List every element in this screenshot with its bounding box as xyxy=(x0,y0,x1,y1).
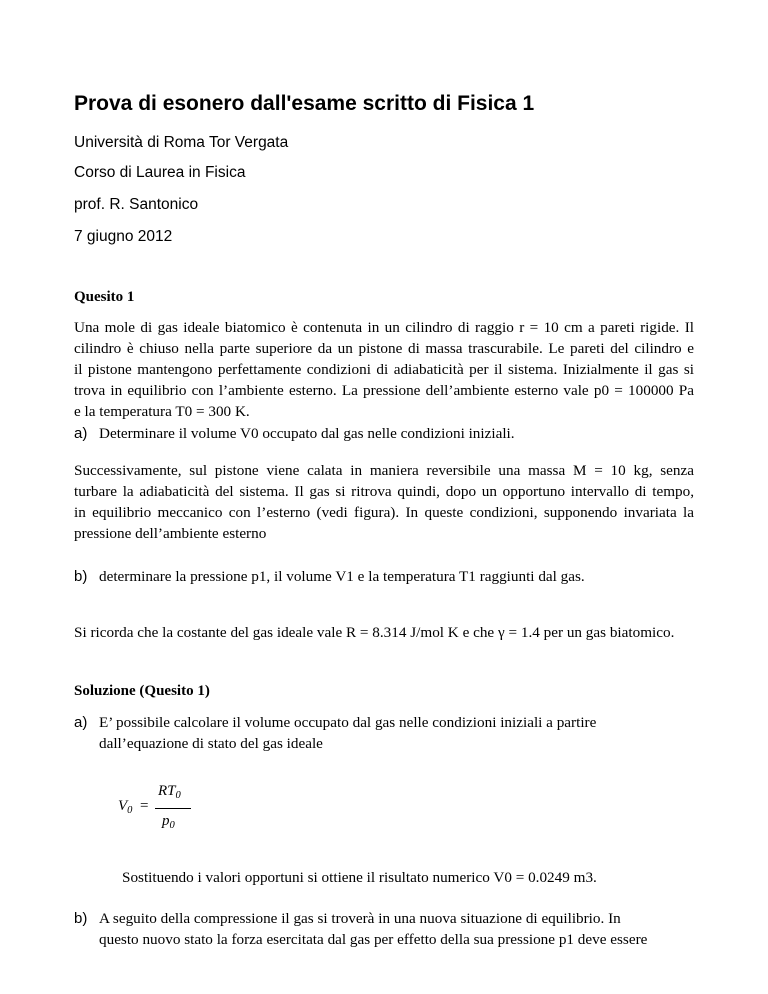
constants-note: Si ricorda che la costante del gas ideale vale R = 8.314 J/mol K e che γ = 1.4 per un gas biatomico. xyxy=(74,624,675,641)
professor-name: prof. R. Santonico xyxy=(74,196,199,213)
solution-a-label: a) xyxy=(74,714,88,731)
middle-line-1: Successivamente, sul pistone viene calata in maniera reversibile una massa M = 10 kg, senza xyxy=(74,462,694,479)
item-a-text: Determinare il volume V0 occupato dal gas nelle condizioni iniziali. xyxy=(99,425,515,442)
solution-b-label: b) xyxy=(74,910,88,927)
solution-item-a xyxy=(74,712,597,754)
question-item-a xyxy=(74,423,515,444)
formula-fraction-bar xyxy=(155,808,191,809)
intro-line-1: Una mole di gas ideale biatomico è contenuta in un cilindro di raggio r = 10 cm a pareti rigide. Il xyxy=(74,319,694,336)
university-name: Università di Roma Tor Vergata xyxy=(74,134,289,151)
intro-line-5: e la temperatura T0 = 300 K. xyxy=(74,403,250,420)
solution-a-line-2: dall’equazione di stato del gas ideale xyxy=(99,735,323,752)
question-middle xyxy=(74,460,694,544)
intro-line-3: il pistone mantengono perfettamente condizioni di adiabaticità per il sistema. Inizialmente il gas si xyxy=(74,361,694,378)
middle-line-3: in equilibrio meccanico con l’esterno (vedi figura). In queste condizioni, supponendo invariata la xyxy=(74,504,694,521)
item-b-text: determinare la pressione p1, il volume V1 e la temperatura T1 raggiunti dal gas. xyxy=(99,568,585,585)
item-a-label: a) xyxy=(74,425,88,442)
course-name: Corso di Laurea in Fisica xyxy=(74,164,246,181)
question-intro xyxy=(74,317,694,422)
middle-line-2: turbare la adiabaticità del sistema. Il gas si ritrova quindi, dopo un opportuno intervallo di tempo, xyxy=(74,483,694,500)
intro-line-2: cilindro è chiuso nella parte superiore da un pistone di massa trascurabile. Le pareti del cilindro e xyxy=(74,340,694,357)
solution-heading: Soluzione (Quesito 1) xyxy=(74,683,210,699)
ideal-gas-formula xyxy=(118,783,228,833)
solution-item-b xyxy=(74,908,648,950)
formula-numerator: $RT_0$ xyxy=(158,783,181,801)
solution-b-line-1: A seguito della compressione il gas si troverà in una nuova situazione di equilibrio. In xyxy=(99,910,621,927)
intro-line-4: trova in equilibrio con l’ambiente esterno. La pressione dell’ambiente esterno vale p0 = 100000 Pa xyxy=(74,382,694,399)
formula-equals: = xyxy=(140,798,149,814)
formula-denominator: $p_0$ xyxy=(162,813,175,831)
exam-date: 7 giugno 2012 xyxy=(74,228,173,245)
formula-lhs: $V_0$ xyxy=(118,798,133,816)
middle-line-4: pressione dell’ambiente esterno xyxy=(74,525,267,542)
solution-a-line-1: E’ possibile calcolare il volume occupato dal gas nelle condizioni iniziali a partire xyxy=(99,714,597,731)
item-b-label: b) xyxy=(74,568,88,585)
question-heading: Quesito 1 xyxy=(74,289,135,305)
solution-a-result: Sostituendo i valori opportuni si ottiene il risultato numerico V0 = 0.0249 m3. xyxy=(122,869,597,886)
solution-b-line-2: questo nuovo stato la forza esercitata dal gas per effetto della sua pressione p1 deve essere xyxy=(99,931,648,948)
page-title: Prova di esonero dall'esame scritto di Fisica 1 xyxy=(74,92,535,115)
question-item-b xyxy=(74,566,585,587)
